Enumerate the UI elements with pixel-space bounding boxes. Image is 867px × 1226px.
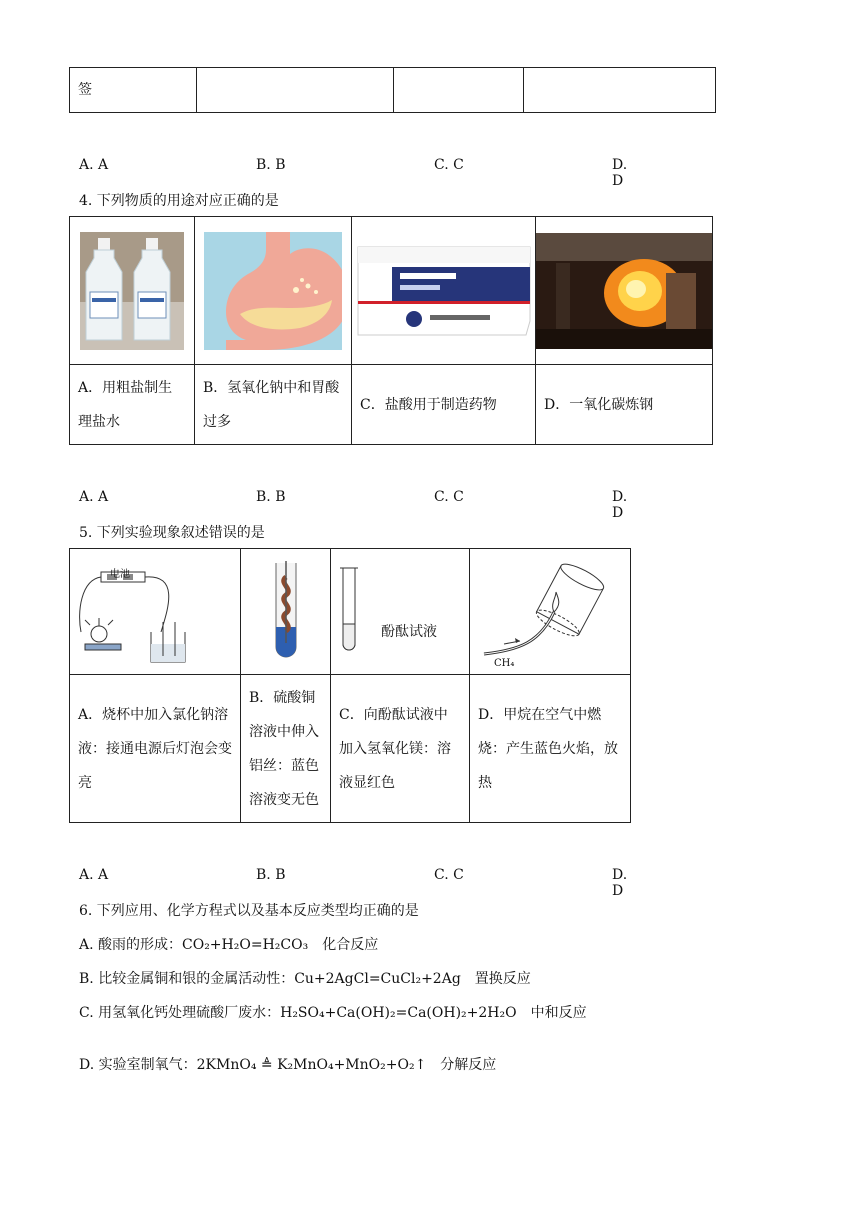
steelmaking-icon bbox=[536, 233, 712, 349]
top-table bbox=[69, 67, 716, 113]
option-d[interactable]: D. D bbox=[612, 489, 628, 521]
test-tube-aluminum-icon bbox=[266, 557, 306, 667]
q5-img-c bbox=[331, 549, 470, 675]
q4-options bbox=[79, 489, 639, 521]
option-b[interactable]: B. B bbox=[256, 867, 286, 883]
q6-stem: 6. 下列应用、化学方程式以及基本反应类型均正确的是 bbox=[79, 903, 419, 919]
option-a[interactable]: A. A bbox=[79, 489, 109, 505]
q6-choice-c[interactable]: C. 用氢氧化钙处理硫酸厂废水：H₂SO₄+Ca(OH)₂=Ca(OH)₂+2H₂O 中和反应 bbox=[79, 1005, 587, 1021]
q5-choice-d: D．甲烷在空气中燃烧：产生蓝色火焰，放热 bbox=[470, 675, 631, 823]
q4-choice-a: A．用粗盐制生理盐水 bbox=[70, 365, 195, 445]
option-d[interactable]: D. D bbox=[612, 157, 628, 189]
option-a[interactable]: A. A bbox=[79, 867, 109, 883]
medicine-box-icon bbox=[354, 241, 534, 341]
q5-choice-b: B．硫酸铜溶液中伸入铝丝：蓝色溶液变无色 bbox=[241, 675, 331, 823]
option-b[interactable]: B. B bbox=[256, 157, 286, 173]
q4-choice-b: B．氢氧化钠中和胃酸过多 bbox=[195, 365, 352, 445]
top-table-cell bbox=[197, 68, 394, 113]
phenolphthalein-tube-icon bbox=[331, 552, 469, 672]
q5-img-a bbox=[70, 549, 241, 675]
q4-choice-c: C．盐酸用于制造药物 bbox=[352, 365, 536, 445]
q5-options bbox=[79, 867, 639, 899]
q6-choice-a[interactable]: A. 酸雨的形成：CO₂+H₂O=H₂CO₃ 化合反应 bbox=[79, 937, 379, 953]
circuit-diagram-icon bbox=[71, 552, 239, 672]
battery-label: 电池 bbox=[110, 569, 130, 580]
indicator-label: 酚酞试液 bbox=[381, 624, 437, 640]
methane-label: CH₄ bbox=[494, 658, 515, 669]
q4-img-d bbox=[536, 217, 713, 365]
q5-choice-a: A．烧杯中加入氯化钠溶液：接通电源后灯泡会变亮 bbox=[70, 675, 241, 823]
option-a[interactable]: A. A bbox=[79, 157, 109, 173]
option-c[interactable]: C. C bbox=[434, 157, 464, 173]
q4-img-b bbox=[195, 217, 352, 365]
option-c[interactable]: C. C bbox=[434, 489, 464, 505]
q5-img-d bbox=[470, 549, 631, 675]
q4-stem: 4. 下列物质的用途对应正确的是 bbox=[79, 193, 279, 209]
q4-img-c bbox=[352, 217, 536, 365]
q4-img-a bbox=[70, 217, 195, 365]
option-b[interactable]: B. B bbox=[256, 489, 286, 505]
stomach-icon bbox=[204, 232, 342, 350]
top-table-cell bbox=[394, 68, 524, 113]
q5-img-b bbox=[241, 549, 331, 675]
option-c[interactable]: C. C bbox=[434, 867, 464, 883]
q4-choice-d: D．一氧化碳炼钢 bbox=[536, 365, 713, 445]
q5-table bbox=[69, 548, 631, 823]
saline-bottles-icon bbox=[80, 232, 184, 350]
top-table-cell bbox=[524, 68, 716, 113]
option-d[interactable]: D. D bbox=[612, 867, 628, 899]
q6-choice-b[interactable]: B. 比较金属铜和银的金属活动性：Cu+2AgCl=CuCl₂+2Ag 置换反应 bbox=[79, 971, 531, 987]
top-table-label: 签 bbox=[70, 68, 197, 113]
q3-options bbox=[79, 157, 639, 189]
q5-choice-c: C．向酚酞试液中加入氢氧化镁：溶液显红色 bbox=[331, 675, 470, 823]
q6-choice-d[interactable]: D. 实验室制氧气：2KMnO₄ ≜ K₂MnO₄+MnO₂+O₂↑ 分解反应 bbox=[79, 1057, 497, 1073]
q5-stem: 5. 下列实验现象叙述错误的是 bbox=[79, 525, 265, 541]
q4-table bbox=[69, 216, 713, 445]
